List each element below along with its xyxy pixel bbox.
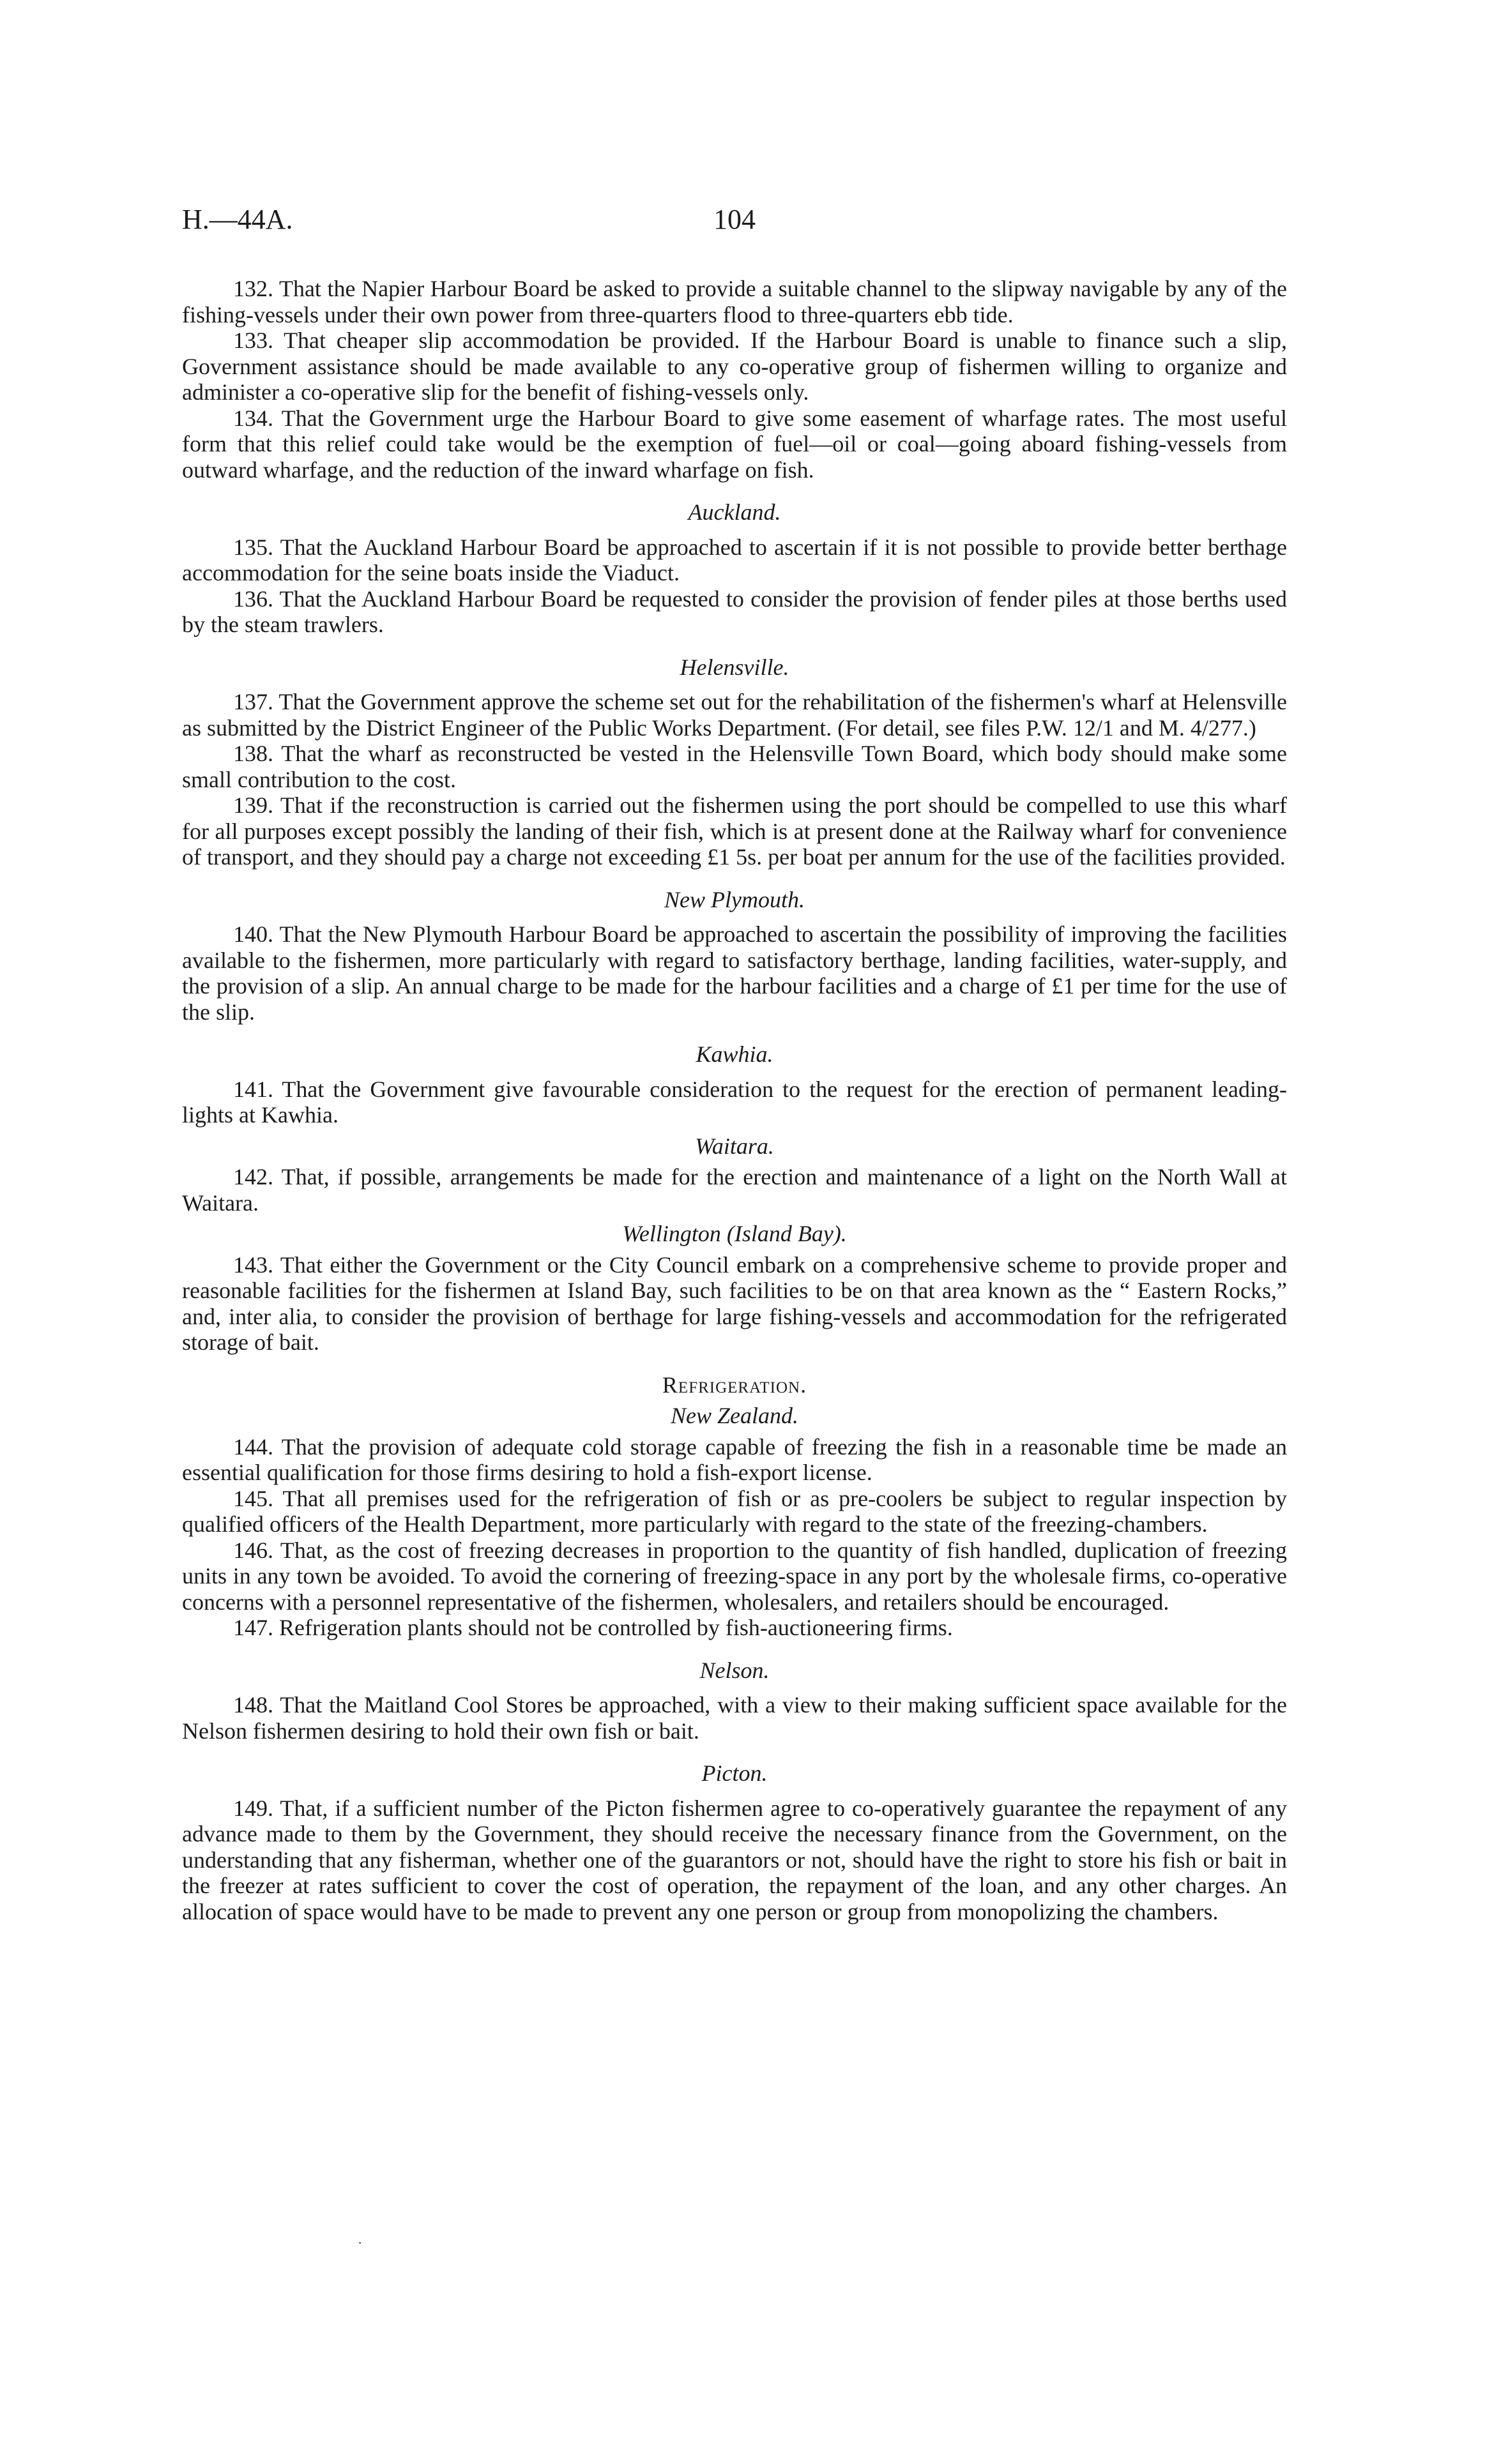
paragraph: 147. Refrigeration plants should not be controlled by fish-auctioneering firms. — [233, 1615, 953, 1640]
paragraph: 138. That the wharf as reconstructed be vested in the Helensville Town Board, which body should make some small contribution to the cost. — [182, 741, 1287, 792]
section-heading: Kawhia. — [696, 1041, 773, 1067]
paragraph: 133. That cheaper slip accommodation be provided. If the Harbour Board is unable to finance such a slip, Government assistance should be made available to any co-operative group of fishermen willing to organize and administer a co-operative slip for the benefit of fishing-vessels only. — [182, 328, 1287, 405]
section-heading: Wellington (Island Bay). — [622, 1221, 847, 1246]
paragraph: 134. That the Government urge the Harbour Board to give some easement of wharfage rates. The most useful form that this relief could take would be the exemption of fuel—oil or coal—going aboard fishing-vessels from outward wharfage, and the reduction of the inward wharfage on fish. — [182, 405, 1287, 483]
section-heading: Picton. — [701, 1760, 768, 1786]
section-heading: Nelson. — [699, 1657, 770, 1683]
paragraph: 141. That the Government give favourable consideration to the request for the erection of permanent leading-lights at Kawhia. — [182, 1076, 1287, 1128]
paragraph: 146. That, as the cost of freezing decreases in proportion to the quantity of fish handled, duplication of freezing units in any town be avoided. To avoid the cornering of freezing-space in any port by the wholesale firms, co-operative concerns with a personnel representative of the fishermen, wholesalers, and retailers should be encouraged. — [182, 1537, 1287, 1615]
section-heading: New Plymouth. — [664, 886, 805, 912]
paragraph: 144. That the provision of adequate cold storage capable of freezing the fish in a reasonable time be made an essential qualification for those firms desiring to hold a fish-export license. — [182, 1433, 1287, 1485]
paragraph: 143. That either the Government or the City Council embark on a comprehensive scheme to provide proper and reasonable facilities for the fishermen at Island Bay, such facilities to be on that area known as the “ Eastern Rocks,” and, inter alia, to consider the provision of berthage for large fishing-vessels and accommodation for the refrigerated storage of bait. — [182, 1251, 1287, 1355]
document-code: H.—44A. — [182, 204, 293, 235]
paragraph: 149. That, if a sufficient number of the Picton fishermen agree to co-operatively guarantee the repayment of any advance made to them by the Government, they should receive the necessary finance from the Government, on the understanding that any fisherman, whether one of the guarantors or not, should have the right to store his fish or bait in the freezer at rates sufficient to cover the cost of operation, the repayment of the loan, and any other charges. An allocation of space would have to be made to prevent any one person or group from monopolizing the chambers. — [182, 1795, 1287, 1924]
paragraph: 139. That if the reconstruction is carried out the fishermen using the port should be compelled to use this wharf for all purposes except possibly the landing of their fish, which is at present done at the Railway wharf for convenience of transport, and they should pay a charge not exceeding £1 5s. per boat per annum for the use of the facilities provided. — [182, 792, 1287, 870]
scan-mark: · — [358, 2235, 363, 2251]
section-title: Refrigeration. — [662, 1372, 807, 1398]
paragraph: 136. That the Auckland Harbour Board be requested to consider the provision of fender piles at those berths used by the steam trawlers. — [182, 586, 1287, 637]
paragraph: 137. That the Government approve the scheme set out for the rehabilitation of the fishermen's wharf at Helensville as submitted by the District Engineer of the Public Works Department. (For detail, see files P.W. 12/1 and M. 4/277.) — [182, 689, 1287, 741]
page-header — [182, 203, 1287, 241]
paragraph: 135. That the Auckland Harbour Board be approached to ascertain if it is not possible to provide better berthage accommodation for the seine boats inside the Viaduct. — [182, 534, 1287, 586]
section-heading: Auckland. — [688, 499, 781, 525]
paragraph: 140. That the New Plymouth Harbour Board be approached to ascertain the possibility of improving the facilities available to the fishermen, more particularly with regard to satisfactory berthage, landing facilities, water-supply, and the provision of a slip. An annual charge to be made for the harbour facilities and a charge of £1 per time for the use of the slip. — [182, 921, 1287, 1025]
paragraph: 142. That, if possible, arrangements be made for the erection and maintenance of a light on the North Wall at Waitara. — [182, 1164, 1287, 1216]
section-heading: New Zealand. — [670, 1403, 798, 1428]
paragraph: 148. That the Maitland Cool Stores be approached, with a view to their making sufficient space available for the Nelson fishermen desiring to hold their own fish or bait. — [182, 1692, 1287, 1744]
paragraph: 132. That the Napier Harbour Board be asked to provide a suitable channel to the slipway navigable by any of the fishing-vessels under their own power from three-quarters flood to three-quarters ebb tide. — [182, 276, 1287, 328]
paragraph: 145. That all premises used for the refrigeration of fish or as pre-coolers be subject to regular inspection by qualified officers of the Health Department, more particularly with regard to the state of the freezing-chambers. — [182, 1485, 1287, 1537]
section-heading: Waitara. — [695, 1133, 774, 1159]
section-heading: Helensville. — [680, 654, 789, 680]
page-number: 104 — [713, 204, 756, 235]
document-body — [182, 276, 1287, 1924]
